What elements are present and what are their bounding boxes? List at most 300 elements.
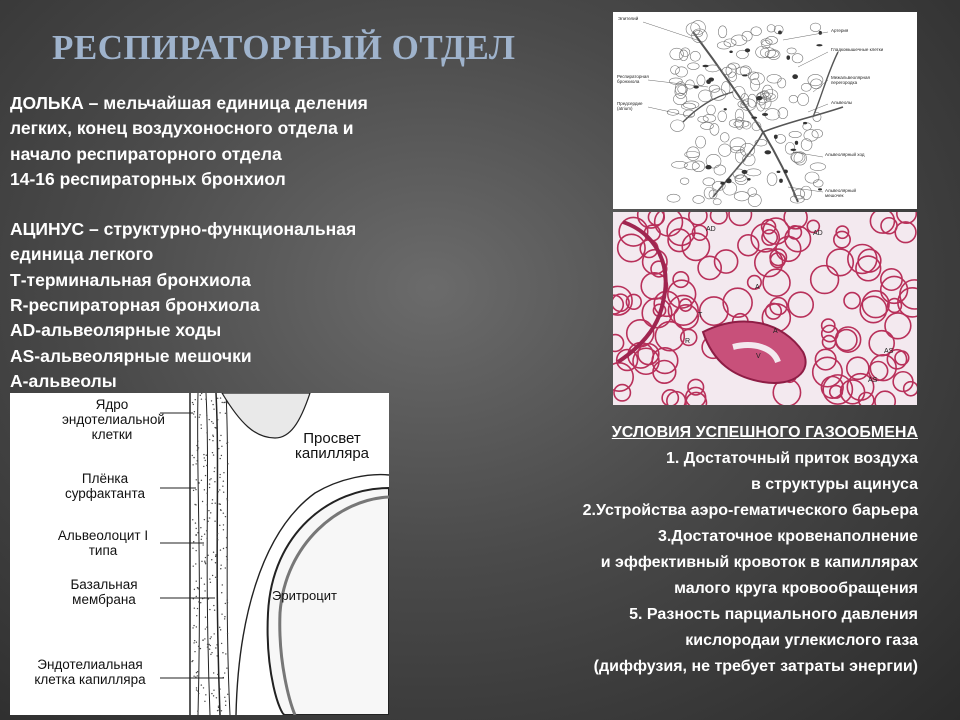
condition-line: в структуры ацинуса <box>750 476 918 493</box>
air-blood-barrier-diagram <box>10 393 389 715</box>
stipple-dot <box>217 536 218 537</box>
barrier-label: Эндотелиальная клетка капилляра <box>34 657 146 687</box>
stipple-dot <box>206 465 207 466</box>
stipple-dot <box>220 568 221 569</box>
alveolus-shape <box>789 95 798 103</box>
alveolus-shape <box>672 161 688 168</box>
text-line: Т-терминальная бронхиола <box>10 269 251 290</box>
stipple-dot <box>193 676 194 677</box>
stipple-dot <box>206 415 207 416</box>
alveolus-shape <box>703 114 716 122</box>
stipple-dot <box>195 463 196 464</box>
alveolus-shape <box>693 196 705 204</box>
stipple-dot <box>226 667 227 668</box>
stipple-dot <box>220 397 221 398</box>
stipple-dot <box>197 671 198 672</box>
stipple-dot <box>194 504 195 505</box>
alveolus-shape <box>808 74 823 85</box>
micro-label: T <box>698 312 703 319</box>
stipple-dot <box>211 693 212 694</box>
alveolus-shape <box>697 75 705 86</box>
stipple-dot <box>203 454 204 455</box>
nucleus-shape <box>786 55 790 59</box>
stipple-dot <box>198 693 199 694</box>
nucleus-shape <box>742 170 748 174</box>
stipple-dot <box>210 638 211 639</box>
stipple-dot <box>202 639 203 640</box>
stipple-dot <box>210 582 211 583</box>
stipple-dot <box>196 615 197 616</box>
alveolus-shape <box>810 163 825 171</box>
alveolus-shape <box>787 48 796 54</box>
stipple-dot <box>219 503 220 504</box>
stipple-dot <box>195 528 196 529</box>
stipple-dot <box>209 439 210 440</box>
nucleus-shape <box>795 141 798 145</box>
stipple-dot <box>215 562 216 563</box>
stipple-dot <box>209 649 210 650</box>
stipple-dot <box>200 648 201 649</box>
alveolus-shape <box>681 103 695 110</box>
text-line: легких, конец воздухоносного отдела и <box>10 118 354 139</box>
alveolus-shape <box>811 79 823 89</box>
stipple-dot <box>212 499 213 500</box>
stipple-dot <box>201 578 202 579</box>
stipple-dot <box>218 491 219 492</box>
stipple-dot <box>210 512 211 513</box>
alveolus-shape <box>810 23 821 32</box>
stipple-dot <box>221 643 222 644</box>
stipple-dot <box>214 467 215 468</box>
alveolus-shape <box>723 182 737 195</box>
alveolus-shape <box>748 94 757 107</box>
stipple-dot <box>196 687 197 688</box>
micro-label: AD <box>813 230 823 237</box>
alveolus-shape <box>789 131 801 137</box>
alveolus-shape <box>746 169 761 176</box>
stipple-dot <box>213 408 214 409</box>
stipple-dot <box>216 577 217 578</box>
stipple-dot <box>217 398 218 399</box>
stipple-dot <box>218 705 219 706</box>
alveolus-shape <box>667 194 680 202</box>
stipple-dot <box>209 479 210 480</box>
stipple-dot <box>194 589 195 590</box>
stipple-dot <box>216 644 217 645</box>
stipple-dot <box>222 652 223 653</box>
stipple-dot <box>221 455 222 456</box>
alveolus-shape <box>669 78 682 85</box>
stipple-dot <box>225 413 226 414</box>
stipple-dot <box>213 672 214 673</box>
text-line: 14-16 респираторных бронхиол <box>10 168 286 189</box>
condition-line: 3.Достаточное кровенаполнение <box>657 528 918 545</box>
stipple-dot <box>194 607 195 608</box>
definitions-text <box>10 91 460 394</box>
stipple-dot <box>223 472 224 473</box>
stipple-dot <box>200 395 201 396</box>
stipple-dot <box>205 694 206 695</box>
stipple-dot <box>225 653 226 654</box>
stipple-dot <box>224 618 225 619</box>
stipple-dot <box>224 672 225 673</box>
condition-line: 1. Достаточный приток воздуха <box>666 450 918 467</box>
stipple-dot <box>227 599 228 600</box>
stipple-dot <box>206 432 207 433</box>
lumen-label: Просвет капилляра <box>294 430 370 462</box>
nucleus-shape <box>790 149 796 151</box>
stipple-dot <box>198 482 199 483</box>
nucleus-shape <box>702 65 708 67</box>
stipple-dot <box>213 552 214 553</box>
stipple-dot <box>206 626 207 627</box>
stipple-dot <box>205 617 206 618</box>
alveolus-shape <box>688 63 700 70</box>
stipple-dot <box>219 412 220 413</box>
stipple-dot <box>227 442 228 443</box>
alveolus-shape <box>726 64 736 77</box>
stipple-dot <box>204 533 205 534</box>
stipple-dot <box>227 559 228 560</box>
lung-micrograph <box>613 212 917 405</box>
stipple-dot <box>198 646 199 647</box>
stipple-dot <box>194 651 195 652</box>
text-line: ДОЛЬКА – мельчайшая единица деления <box>10 93 368 113</box>
alveolus-shape <box>767 25 775 32</box>
alveolus-shape <box>805 172 819 183</box>
nucleus-shape <box>742 74 747 76</box>
stipple-dot <box>196 479 197 480</box>
micro-label: A <box>755 284 760 291</box>
stipple-dot <box>193 490 194 491</box>
stipple-dot <box>209 517 210 518</box>
condition-line: 5. Разность парциального давления <box>629 606 918 623</box>
stipple-dot <box>219 474 220 475</box>
slide-title: РЕСПИРАТОРНЫЙ ОТДЕЛ <box>52 28 516 67</box>
stipple-dot <box>219 440 220 441</box>
stipple-dot <box>210 654 211 655</box>
stipple-dot <box>199 416 200 417</box>
alveolus-shape <box>690 51 700 61</box>
alveolus-shape <box>696 136 706 148</box>
condition-line: кислородаи углекислого газа <box>685 632 918 649</box>
stipple-dot <box>210 478 211 479</box>
stipple-dot <box>213 605 214 606</box>
stipple-dot <box>204 590 205 591</box>
stipple-dot <box>207 517 208 518</box>
nucleus-shape <box>747 178 751 181</box>
stipple-dot <box>204 638 205 639</box>
stipple-dot <box>195 489 196 490</box>
stipple-dot <box>225 603 226 604</box>
stipple-dot <box>201 536 202 537</box>
stipple-dot <box>197 441 198 442</box>
stipple-dot <box>222 584 223 585</box>
stipple-dot <box>217 419 218 420</box>
stipple-dot <box>201 480 202 481</box>
stipple-dot <box>197 587 198 588</box>
alveolus-shape <box>724 39 736 47</box>
alveolus-shape <box>675 85 687 99</box>
stipple-dot <box>215 556 216 557</box>
stipple-dot <box>213 695 214 696</box>
stipple-dot <box>201 428 202 429</box>
alveolus-shape <box>736 67 750 75</box>
stipple-dot <box>214 471 215 472</box>
stipple-dot <box>225 516 226 517</box>
alveolus-shape <box>729 72 737 82</box>
stipple-dot <box>221 613 222 614</box>
stipple-dot <box>204 584 205 585</box>
stipple-dot <box>215 554 216 555</box>
stipple-dot <box>204 560 205 561</box>
stipple-dot <box>205 563 206 564</box>
alveolus-shape <box>798 93 809 105</box>
stipple-dot <box>193 565 194 566</box>
stipple-dot <box>218 709 219 710</box>
condition-line: (диффузия, не требует затраты энергии) <box>593 658 918 675</box>
stipple-dot <box>205 398 206 399</box>
stipple-dot <box>196 672 197 673</box>
stipple-dot <box>193 413 194 414</box>
diagram-label: Эпителий <box>618 16 639 21</box>
stipple-dot <box>196 596 197 597</box>
nucleus-shape <box>756 96 762 100</box>
text-line: единица легкого <box>10 244 154 265</box>
stipple-dot <box>218 448 219 449</box>
stipple-dot <box>201 539 202 540</box>
stipple-dot <box>219 627 220 628</box>
stipple-dot <box>211 559 212 560</box>
alveolus-shape <box>812 129 823 138</box>
nucleus-shape <box>764 150 771 154</box>
stipple-dot <box>217 710 218 711</box>
stipple-dot <box>202 501 203 502</box>
stipple-dot <box>196 642 197 643</box>
stipple-dot <box>225 705 226 706</box>
stipple-dot <box>192 627 193 628</box>
stipple-dot <box>198 588 199 589</box>
stipple-dot <box>195 550 196 551</box>
stipple-dot <box>195 534 196 535</box>
erythrocyte-label: Эритроцит <box>272 588 337 603</box>
stipple-dot <box>227 694 228 695</box>
stipple-dot <box>212 575 213 576</box>
diagram-label: Альвеолы <box>831 100 853 105</box>
stipple-dot <box>206 492 207 493</box>
stipple-dot <box>219 525 220 526</box>
stipple-dot <box>214 521 215 522</box>
stipple-dot <box>195 522 196 523</box>
nucleus-shape <box>720 182 724 185</box>
stipple-dot <box>213 690 214 691</box>
text-line: AS-альвеолярные мешочки <box>10 345 252 366</box>
stipple-dot <box>204 701 205 702</box>
stipple-dot <box>204 457 205 458</box>
text-line: A-альвеолы <box>10 370 117 391</box>
stipple-dot <box>214 481 215 482</box>
stipple-dot <box>191 661 192 662</box>
stipple-dot <box>209 644 210 645</box>
stipple-dot <box>226 556 227 557</box>
nucleus-shape <box>803 122 807 124</box>
stipple-dot <box>217 539 218 540</box>
stipple-dot <box>223 524 224 525</box>
stipple-dot <box>219 477 220 478</box>
stipple-dot <box>221 592 222 593</box>
stipple-dot <box>203 687 204 688</box>
alveolus-shape <box>778 108 788 119</box>
stipple-dot <box>207 555 208 556</box>
stipple-dot <box>207 646 208 647</box>
stipple-dot <box>192 402 193 403</box>
alveolus-shape <box>813 112 821 121</box>
stipple-dot <box>209 483 210 484</box>
nucleus-shape <box>818 188 822 190</box>
stipple-dot <box>214 610 215 611</box>
alveolus-shape <box>751 27 762 36</box>
diagram-label: Предсердие (atrium) <box>617 101 643 111</box>
alveolus-shape <box>681 48 690 57</box>
stipple-dot <box>193 457 194 458</box>
stipple-dot <box>205 475 206 476</box>
stipple-dot <box>201 393 202 394</box>
stipple-dot <box>227 633 228 634</box>
diagram-label: Альвеолярный ход <box>825 152 865 157</box>
nucleus-shape <box>705 165 711 169</box>
diagram-label: Респираторная бронхиола <box>617 74 649 84</box>
stipple-dot <box>211 421 212 422</box>
nucleus-shape <box>726 178 732 183</box>
stipple-dot <box>212 404 213 405</box>
stipple-dot <box>204 562 205 563</box>
alveolus-shape <box>778 78 786 88</box>
stipple-dot <box>192 547 193 548</box>
alveolus-shape <box>692 161 705 172</box>
alveolus-shape <box>713 199 721 205</box>
stipple-dot <box>200 602 201 603</box>
stipple-dot <box>221 446 222 447</box>
micro-label: R <box>685 338 691 345</box>
diagram-label: Межальвеолярная перегородка <box>831 75 870 85</box>
stipple-dot <box>220 549 221 550</box>
diagram-label: Альвеолярный мешочек <box>825 188 857 198</box>
stipple-dot <box>194 640 195 641</box>
stipple-dot <box>217 674 218 675</box>
barrier-label: Альвеолоцит I типа <box>57 528 149 558</box>
stipple-dot <box>214 427 215 428</box>
stipple-dot <box>219 489 220 490</box>
stipple-dot <box>225 700 226 701</box>
stipple-dot <box>197 449 198 450</box>
nucleus-shape <box>751 117 757 119</box>
stipple-dot <box>213 633 214 634</box>
stipple-dot <box>203 466 204 467</box>
diagram-label: Гладкомышечные клетки <box>831 47 884 52</box>
stipple-dot <box>220 509 221 510</box>
stipple-dot <box>216 697 217 698</box>
stipple-dot <box>227 499 228 500</box>
nucleus-shape <box>708 77 714 81</box>
stipple-dot <box>195 399 196 400</box>
alveolus-shape <box>699 90 712 102</box>
text-line: АЦИНУС – структурно-функциональная <box>10 219 357 240</box>
alveolus-shape <box>671 66 680 75</box>
alveolus-shape <box>801 139 812 151</box>
conditions-heading: УСЛОВИЯ УСПЕШНОГО ГАЗООБМЕНА <box>611 424 918 441</box>
stipple-dot <box>226 537 227 538</box>
stipple-dot <box>192 519 193 520</box>
stipple-dot <box>215 647 216 648</box>
stipple-dot <box>220 435 221 436</box>
alveolus-shape <box>813 180 823 187</box>
condition-line: малого круга кровообращения <box>674 580 918 597</box>
alveolus-shape <box>718 26 726 38</box>
alveolus-shape <box>734 192 749 201</box>
stipple-dot <box>223 529 224 530</box>
stipple-dot <box>201 684 202 685</box>
stipple-dot <box>212 434 213 435</box>
stipple-dot <box>223 512 224 513</box>
stipple-dot <box>201 398 202 399</box>
stipple-dot <box>193 404 194 405</box>
stipple-dot <box>212 452 213 453</box>
micro-label: AS <box>868 377 878 384</box>
nucleus-shape <box>816 44 822 46</box>
alveolus-shape <box>701 122 714 129</box>
alveolus-shape <box>687 147 700 161</box>
stipple-dot <box>196 689 197 690</box>
stipple-dot <box>222 486 223 487</box>
stipple-dot <box>223 481 224 482</box>
alveolus-shape <box>714 165 726 175</box>
stipple-dot <box>207 521 208 522</box>
stipple-dot <box>196 460 197 461</box>
diagram-label: Артерия <box>831 28 849 33</box>
stipple-dot <box>199 414 200 415</box>
stipple-dot <box>219 688 220 689</box>
text-line: начало респираторного отдела <box>10 143 282 164</box>
stipple-dot <box>202 544 203 545</box>
nucleus-shape <box>819 31 822 35</box>
alveolus-shape <box>722 67 732 74</box>
stipple-dot <box>200 424 201 425</box>
stipple-dot <box>207 504 208 505</box>
acinus-drawing <box>613 12 917 209</box>
alveolus-shape <box>680 178 689 185</box>
nucleus-shape <box>779 179 783 183</box>
stipple-dot <box>192 464 193 465</box>
stipple-dot <box>193 625 194 626</box>
stipple-dot <box>213 454 214 455</box>
acinus-diagram <box>613 12 917 209</box>
alveolus-shape <box>667 109 679 115</box>
alveolus-shape <box>801 83 811 91</box>
stipple-dot <box>198 447 199 448</box>
micro-label: V <box>756 353 761 360</box>
nucleus-shape <box>774 135 778 139</box>
stipple-dot <box>206 538 207 539</box>
stipple-dot <box>210 636 211 637</box>
nucleus-shape <box>784 170 788 174</box>
stipple-dot <box>218 707 219 708</box>
stipple-dot <box>223 548 224 549</box>
alveolus-shape <box>710 124 719 136</box>
stipple-dot <box>205 460 206 461</box>
stipple-dot <box>212 440 213 441</box>
condition-line: и эффективный кровоток в капиллярах <box>600 554 918 571</box>
micro-label: A <box>773 328 778 335</box>
